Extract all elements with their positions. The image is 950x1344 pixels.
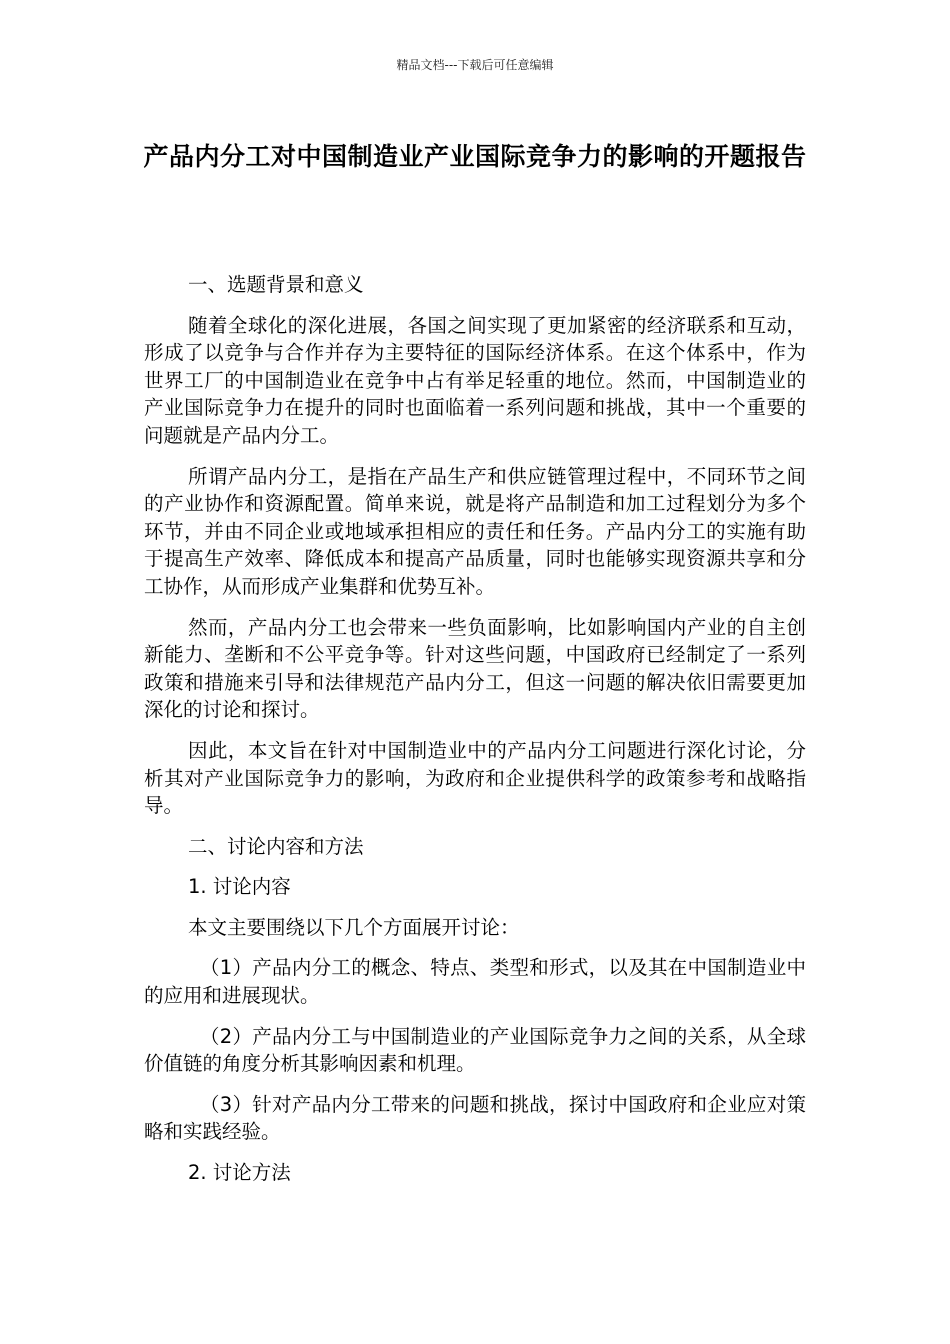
paragraph-purpose: 因此，本文旨在针对中国制造业中的产品内分工问题进行深化讨论，分析其对产业国际竞争力的影响，为政府和企业提供科学的政策参考和战略指导。 [144, 738, 806, 818]
section-heading-content-methods: 二、讨论内容和方法 [188, 834, 364, 858]
document-title: 产品内分工对中国制造业产业国际竞争力的影响的开题报告 [143, 142, 807, 171]
content-intro: 本文主要围绕以下几个方面展开讨论： [188, 915, 520, 939]
paragraph-globalization: 随着全球化的深化进展，各国之间实现了更加紧密的经济联系和互动，形成了以竞争与合作并存为主要特征的国际经济体系。在这个体系中，作为世界工厂的中国制造业在竞争中占有举足轻重的地位。然而，中国制造业的产业国际竞争力在提升的同时也面临着一系列问题和挑战，其中一个重要的问题就是产品内分工。 [144, 313, 806, 447]
subsection-heading-methods: 2. 讨论方法 [188, 1161, 291, 1185]
header-note: 精品文档---下载后可任意编辑 [396, 58, 554, 72]
section-heading-background: 一、选题背景和意义 [188, 273, 364, 296]
list-item: （2）产品内分工与中国制造业的产业国际竞争力之间的关系，从全球价值链的角度分析其影响因素和机理。 [144, 1024, 806, 1076]
list-item: （1）产品内分工的概念、特点、类型和形式，以及其在中国制造业中的应用和进展现状。 [144, 956, 806, 1008]
list-item: （3）针对产品内分工带来的问题和挑战，探讨中国政府和企业应对策略和实践经验。 [144, 1092, 806, 1144]
paragraph-negative-effects: 然而，产品内分工也会带来一些负面影响，比如影响国内产业的自主创新能力、垄断和不公平竞争等。针对这些问题，中国政府已经制定了一系列政策和措施来引导和法律规范产品内分工，但这一问题的解决依旧需要更加深化的讨论和探讨。 [144, 615, 806, 722]
document-body [144, 271, 806, 1200]
subsection-heading-content: 1. 讨论内容 [188, 875, 291, 899]
paragraph-definition: 所谓产品内分工，是指在产品生产和供应链管理过程中，不同环节之间的产业协作和资源配置。简单来说，就是将产品制造和加工过程划分为多个环节，并由不同企业或地域承担相应的责任和任务。产品内分工的实施有助于提高生产效率、降低成本和提高产品质量，同时也能够实现资源共享和分工协作，从而形成产业集群和优势互补。 [144, 464, 806, 598]
